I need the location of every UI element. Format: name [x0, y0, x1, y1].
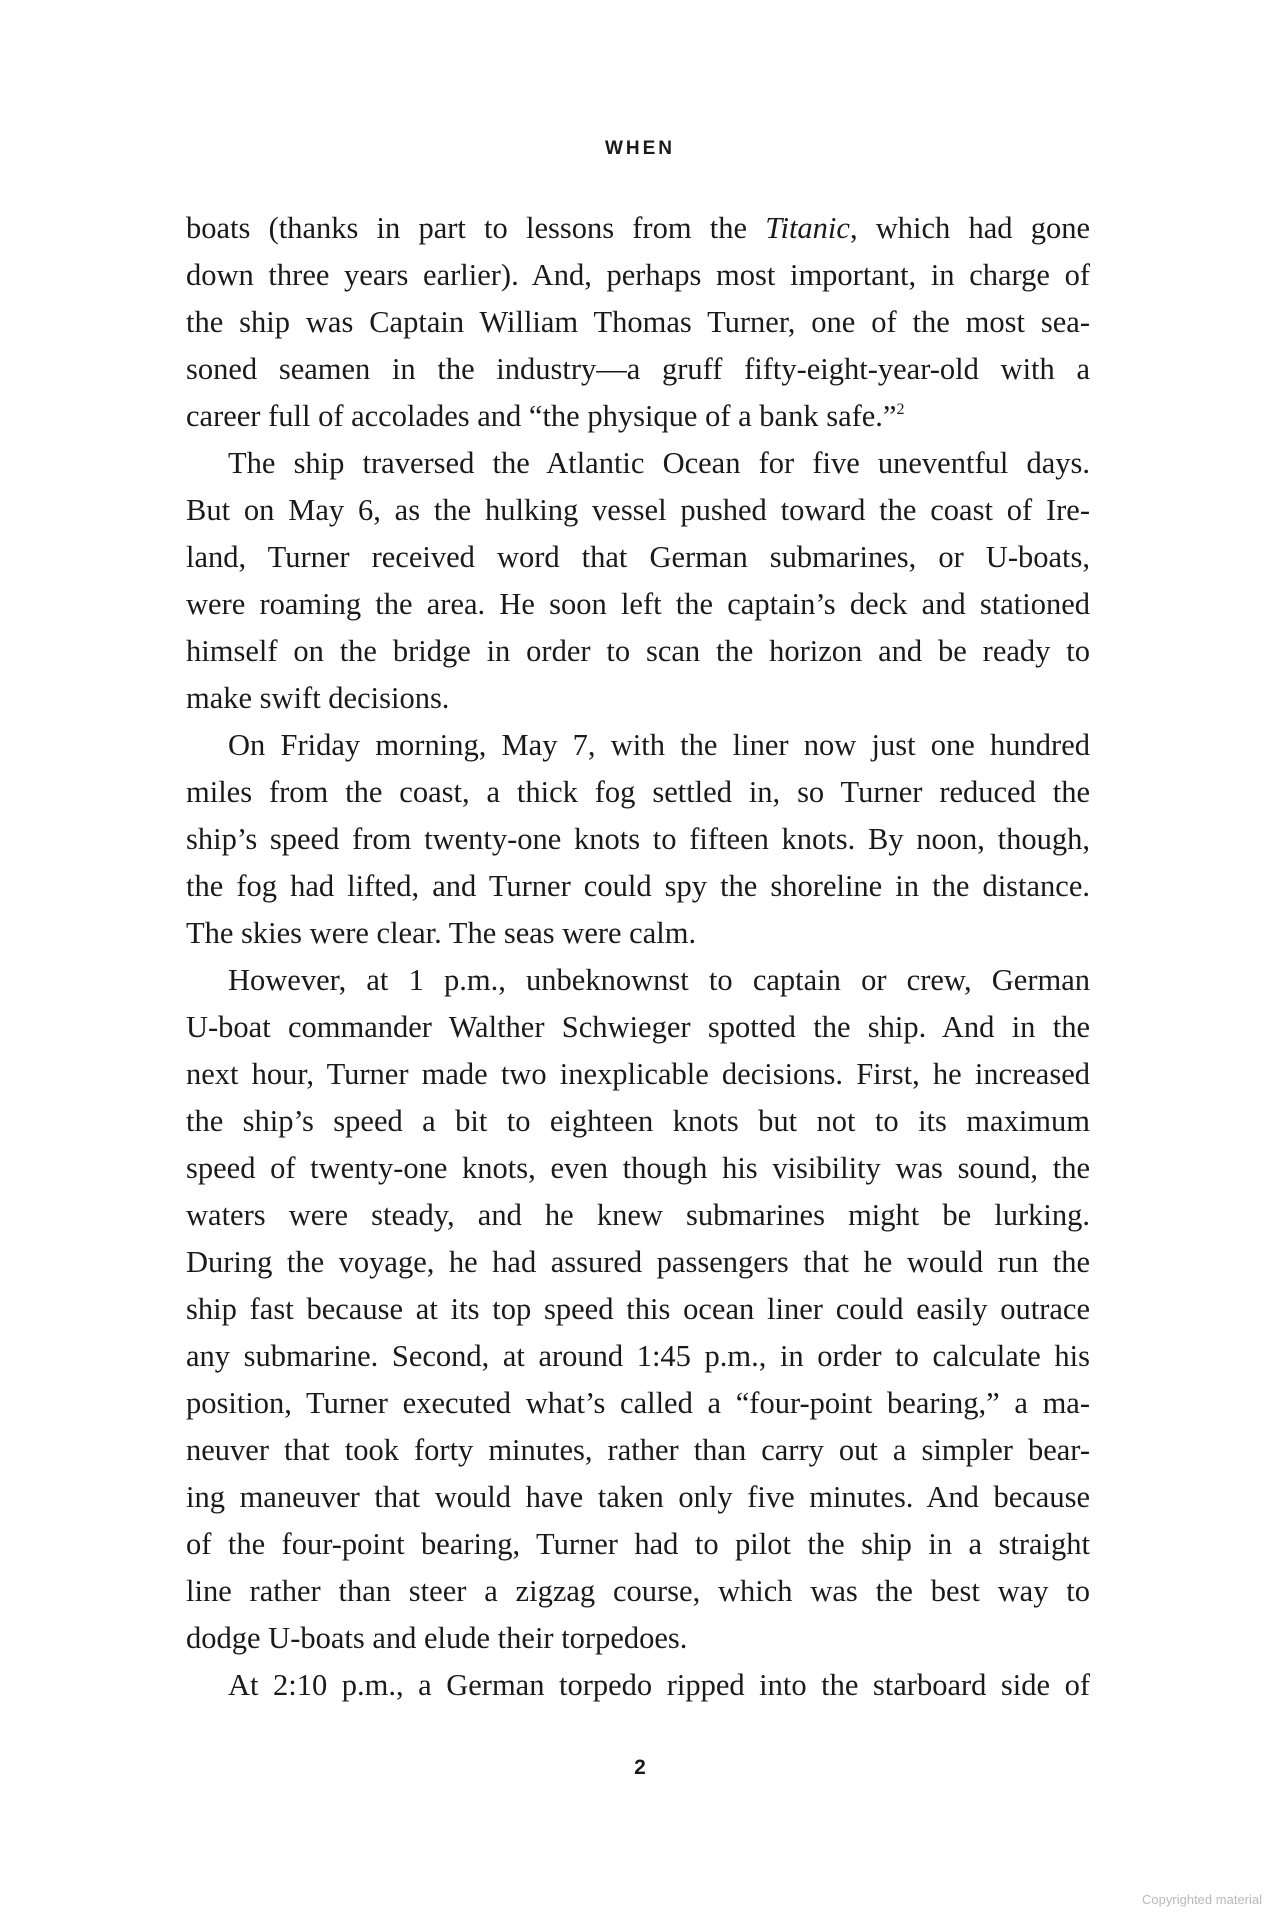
text-line: speed of twenty-one knots, even though his visibility was sound, the: [186, 1151, 1090, 1185]
copyright-notice: Copyrighted material: [1142, 1892, 1262, 1907]
text-line: U-boat commander Walther Schwieger spotted the ship. And in the: [186, 1010, 1090, 1044]
body-text: [186, 205, 1090, 1709]
italic-title: Titanic: [765, 211, 850, 245]
text-line: During the voyage, he had assured passengers that he would run the: [186, 1245, 1090, 1279]
text-line: next hour, Turner made two inexplicable decisions. First, he increased: [186, 1057, 1090, 1091]
text-line: miles from the coast, a thick fog settled in, so Turner reduced the: [186, 775, 1090, 809]
footnote-ref: 2: [896, 401, 905, 418]
text-line: land, Turner received word that German submarines, or U-boats,: [186, 540, 1090, 574]
text-line: position, Turner executed what’s called a “four-point bearing,” a ma-: [186, 1386, 1090, 1420]
text-line: ship fast because at its top speed this ocean liner could easily outrace: [186, 1292, 1090, 1326]
page-number: 2: [634, 1756, 646, 1779]
text-line: were roaming the area. He soon left the captain’s deck and stationed: [186, 587, 1090, 621]
text-line: On Friday morning, May 7, with the liner now just one hundred: [228, 728, 1090, 762]
text-line: himself on the bridge in order to scan the horizon and be ready to: [186, 634, 1090, 668]
text-line: the ship’s speed a bit to eighteen knots but not to its maximum: [186, 1104, 1090, 1138]
text-line: ing maneuver that would have taken only five minutes. And because: [186, 1480, 1090, 1514]
text-line: However, at 1 p.m., unbeknownst to captain or crew, German: [228, 963, 1090, 997]
running-head: WHEN: [604, 138, 676, 159]
text-line: The ship traversed the Atlantic Ocean for five uneventful days.: [228, 446, 1090, 480]
text-line: make swift decisions.: [186, 681, 450, 715]
text-line: any submarine. Second, at around 1:45 p.m., in order to calculate his: [186, 1339, 1090, 1373]
text-line: But on May 6, as the hulking vessel pushed toward the coast of Ire-: [186, 493, 1090, 527]
text-line: of the four-point bearing, Turner had to pilot the ship in a straight: [186, 1527, 1090, 1561]
text-line: boats (thanks in part to lessons from the Titanic, which had gone: [186, 211, 1090, 245]
text-line: the ship was Captain William Thomas Turner, one of the most sea-: [186, 305, 1090, 339]
text-line: career full of accolades and “the physique of a bank safe.”$^2$: [186, 399, 905, 433]
text-line: The skies were clear. The seas were calm.: [186, 916, 697, 950]
text-line: dodge U-boats and elude their torpedoes.: [186, 1621, 688, 1655]
text-line: ship’s speed from twenty-one knots to fifteen knots. By noon, though,: [186, 822, 1090, 856]
text-line: At 2:10 p.m., a German torpedo ripped into the starboard side of: [228, 1668, 1090, 1702]
text-line: soned seamen in the industry—a gruff fifty-eight-year-old with a: [186, 352, 1090, 386]
text-line: neuver that took forty minutes, rather than carry out a simpler bear-: [186, 1433, 1090, 1467]
text-line: down three years earlier). And, perhaps most important, in charge of: [186, 258, 1090, 292]
text-line: the fog had lifted, and Turner could spy the shoreline in the distance.: [186, 869, 1090, 903]
text-line: line rather than steer a zigzag course, which was the best way to: [186, 1574, 1090, 1608]
text-line: waters were steady, and he knew submarines might be lurking.: [186, 1198, 1090, 1232]
